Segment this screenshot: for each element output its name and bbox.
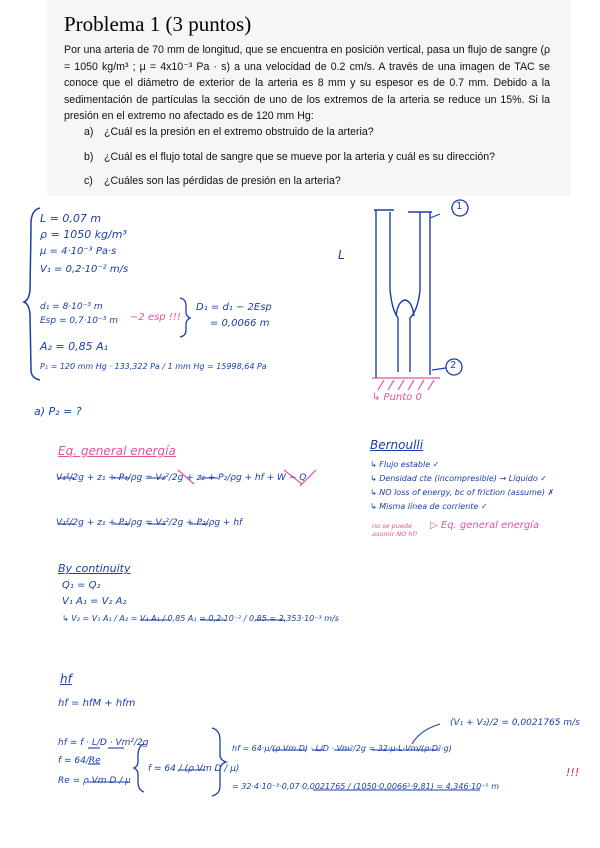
bernoulli-title: Bernoulli	[370, 438, 424, 452]
bernoulli-item-4: ↳ Misma línea de corriente ✓	[370, 502, 488, 511]
vm-arrow	[412, 724, 440, 744]
given-v1: V₁ = 0,2·10⁻² m/s	[40, 264, 129, 275]
artery-diagram	[374, 210, 432, 378]
hf-def-3: Re = ρ Vm D / μ	[58, 776, 131, 786]
length-label: L	[338, 248, 345, 262]
continuity-title: By continuity	[58, 562, 131, 575]
given-rho: ρ = 1050 kg/m³	[40, 228, 127, 241]
point-1-label: 1	[456, 201, 463, 212]
hf-brace	[212, 728, 226, 796]
hf-def-4: f = 64 / (ρ Vm D / μ)	[148, 764, 240, 774]
question-b: b) ¿Cuál es el flujo total de sangre que se mueve por la arteria y cuál es su dirección?	[84, 151, 496, 163]
hf-title: hf	[60, 672, 72, 686]
continuity-line-2: V₁ A₁ = V₂ A₂	[62, 596, 127, 607]
continuity-line-3: ↳ V₂ = V₁ A₁ / A₂ = V₁ A₁ / 0,85 A₁ = 0,2·10⁻² / 0,85 = 2,353·10⁻³ m/s	[62, 614, 339, 623]
hf-vm: (V₁ + V₂)/2 = 0,0021765 m/s	[450, 718, 580, 728]
esp-remark: −2 esp !!!	[130, 312, 181, 323]
part-a-heading: a) P₂ = ?	[34, 405, 82, 418]
energy-eq-2: V₁²/2g + z₁ + P₁/ρg = V₂²/2g + P₂/ρg + hf	[56, 518, 243, 528]
f-brace	[134, 744, 144, 792]
ground	[372, 378, 440, 390]
energy-eq-title: Eq. general energía	[58, 444, 176, 458]
diameter-formula: D₁ = d₁ − 2Esp	[196, 302, 272, 313]
given-d1: d₁ = 8·10⁻³ m	[40, 302, 103, 312]
given-L: L = 0,07 m	[40, 212, 102, 225]
hf-def-1: hf = f · L/D · Vm²/2g	[58, 738, 149, 748]
bernoulli-item-2: ↳ Densidad cte (incompresible) → Líquido ✓	[370, 474, 547, 483]
bernoulli-item-3: ↳ NO loss of energy, bc of friction (assume) ✗	[370, 488, 555, 497]
ground-label: ↳ Punto 0	[372, 392, 422, 403]
hf-line-1: hf = hfM + hfm	[58, 698, 136, 709]
given-esp: Esp = 0,7·10⁻³ m	[40, 316, 118, 326]
hf-mark: !!!	[566, 766, 580, 779]
given-p1: P₁ = 120 mm Hg · 133,322 Pa / 1 mm Hg = 15998,64 Pa	[40, 362, 267, 371]
given-mu: μ = 4·10⁻³ Pa·s	[40, 246, 117, 257]
bernoulli-arrow-remark: ▷ Eq. general energía	[430, 520, 540, 531]
point-2-label: 2	[450, 360, 457, 371]
diameter-brace	[180, 298, 190, 337]
question-c: c) ¿Cuáles son las pérdidas de presión en la arteria?	[84, 175, 341, 187]
bernoulli-item-1: ↳ Flujo estable ✓	[370, 460, 440, 469]
givens-brace	[24, 208, 40, 380]
diameter-value: = 0,0066 m	[210, 318, 270, 329]
continuity-line-1: Q₁ = Q₂	[62, 580, 101, 591]
given-a2: A₂ = 0,85 A₁	[40, 340, 109, 353]
problem-statement: Por una arteria de 70 mm de longitud, que se encuentra en posición vertical, pasa un flujo de sangre (ρ = 1050 kg/m³ ; μ = 4x10⁻³ Pa · s) a una velocidad de 0.2 cm/s. A través de una imagen de TAC se conoce que el diámetro de exterior de la arteria es 8 mm y su espesor es de 0.7 mm. Debido a la sedimentación de partículas la sección de uno de los extremos de la arteria se reduce un 15%. Si la presión en el extremo no afectado es de 120 mm Hg:	[64, 44, 550, 123]
bernoulli-remark: no se puede asumir NO hf!	[372, 522, 418, 538]
hf-calc-2: = 32·4·10⁻³·0,07·0,0021765 / (1050·0,0066²·9,81) = 4,346·10⁻⁵ m	[232, 782, 500, 791]
hf-def-2: f = 64/Re	[58, 756, 101, 766]
question-a: a) ¿Cuál es la presión en el extremo obstruido de la arteria?	[84, 126, 374, 138]
energy-eq-1: V₁²/2g + z₁ + P₁/ρg = V₂²/2g + z₂ + P₂/ρg + hf + W − Q	[56, 473, 307, 483]
problem-title: Problema 1 (3 puntos)	[64, 12, 252, 36]
hf-calc-1: hf = 64·μ/(ρ Vm D) · L/D · Vm²/2g = 32·μ·L·Vm/(ρ·D²·g)	[232, 744, 452, 753]
